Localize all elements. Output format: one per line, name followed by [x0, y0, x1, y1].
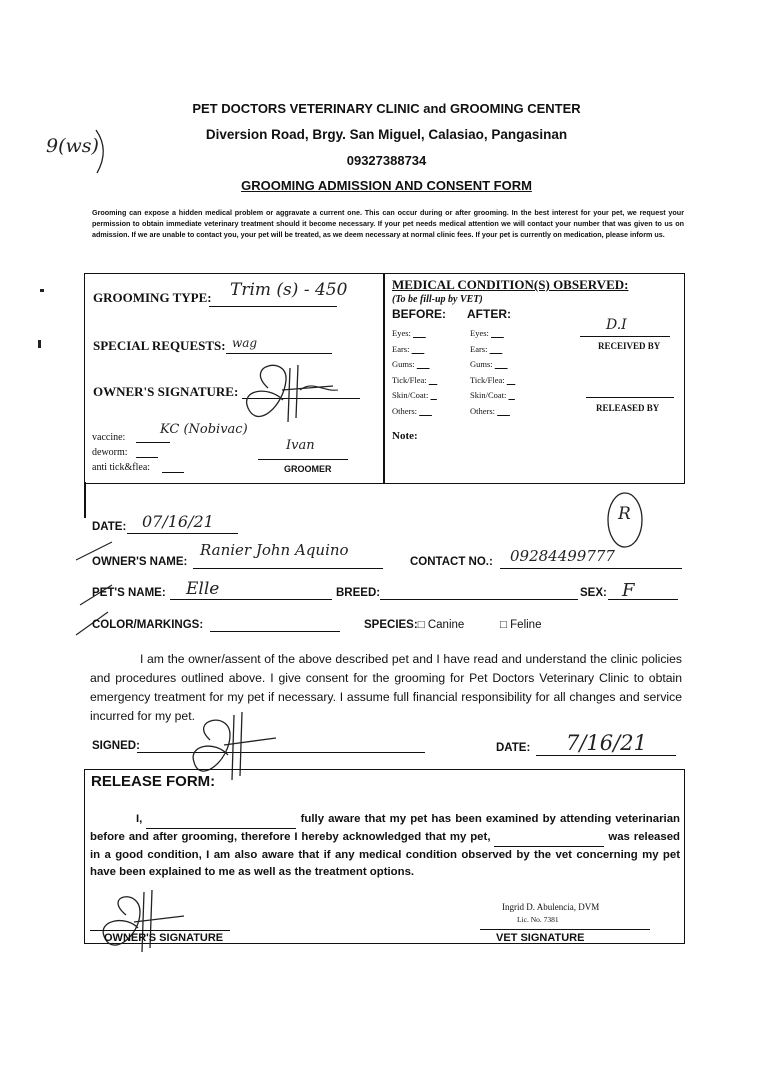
owner-name-line: [193, 568, 383, 569]
pet-name-line: [170, 599, 332, 600]
feline-option: [500, 619, 541, 631]
pet-name-label: PET'S NAME:: [92, 587, 166, 599]
vaccine-label: vaccine:: [92, 432, 126, 443]
form-title-text: GROOMING ADMISSION AND CONSENT FORM: [241, 178, 532, 193]
vet-name: Ingrid D. Abulencia, DVM: [502, 902, 600, 912]
canine-checkbox[interactable]: □: [417, 619, 425, 631]
signed-date-label: DATE:: [496, 742, 531, 754]
before-item-tick: Tick/Flea:: [392, 374, 427, 385]
release-text-1: fully aware that my pet has been examined by attending veterinarian before and after grooming, therefore I hereby acknowledged that my pet,: [90, 813, 680, 843]
margin-bracket: [94, 128, 114, 178]
received-by-value[interactable]: D.I: [606, 317, 627, 333]
date-value[interactable]: 07/16/21: [142, 512, 214, 531]
vet-sig-line: [480, 929, 650, 930]
breed-label: BREED:: [336, 587, 381, 599]
after-label: AFTER:: [467, 307, 511, 321]
before-item-skin: Skin/Coat:: [392, 390, 429, 400]
date-label: DATE:: [92, 521, 127, 533]
deworm-label: deworm:: [92, 447, 128, 458]
color-line: [210, 631, 340, 632]
release-owner-signature-drawing: [92, 880, 192, 960]
date-line: [127, 533, 238, 534]
contact-label: CONTACT NO.:: [410, 556, 493, 568]
release-title: RELEASE FORM:: [91, 773, 216, 790]
form-title: [0, 178, 773, 193]
vaccine-value[interactable]: KC (Nobivac): [160, 422, 248, 437]
clinic-address: Diversion Road, Brgy. San Miguel, Calasiao, Pangasinan: [205, 127, 568, 142]
signed-label: SIGNED:: [92, 740, 140, 752]
color-label: COLOR/MARKINGS:: [92, 619, 204, 631]
signed-date-line: [536, 755, 676, 756]
feline-label: Feline: [510, 619, 542, 631]
after-item-gums: Gums:: [470, 359, 493, 369]
after-item-skin: Skin/Coat:: [470, 390, 507, 400]
release-i-label: I,: [136, 813, 143, 825]
sex-line: [608, 599, 678, 600]
release-pet-blank[interactable]: [494, 829, 604, 847]
note-label: Note:: [392, 430, 418, 442]
after-item-others: Others:: [470, 405, 496, 416]
vet-sig-label: VET SIGNATURE: [496, 932, 585, 944]
received-by-label: RECEIVED BY: [598, 341, 661, 351]
tick-flea-label: anti tick&flea:: [92, 462, 151, 473]
special-requests-label: SPECIAL REQUESTS:: [93, 338, 226, 353]
before-item-ears: Ears:: [392, 343, 410, 354]
released-by-line: [586, 397, 674, 398]
r-mark: R: [618, 504, 631, 524]
margin-note: 9(ws): [46, 135, 99, 157]
clinic-name: PET DOCTORS VETERINARY CLINIC and GROOMING CENTER: [192, 101, 581, 116]
panel-divider: [383, 274, 385, 483]
contact-value[interactable]: 09284499777: [510, 547, 615, 565]
grooming-type-label: GROOMING TYPE:: [93, 290, 212, 305]
owner-name-label: OWNER'S NAME:: [92, 556, 188, 568]
contact-line: [500, 568, 682, 569]
release-name-blank[interactable]: [146, 811, 296, 829]
stray-mark: [40, 289, 44, 292]
owner-signature-drawing: [238, 350, 348, 430]
vaccine-line: [136, 442, 170, 443]
before-list: [392, 326, 437, 419]
release-text-2: was released in a good condition, I am also aware that if any medical condition observed by the vet concerning my pet have been explained to me as well as the treatment options.: [90, 831, 680, 878]
after-item-ears: Ears:: [470, 343, 488, 354]
before-item-eyes: Eyes:: [392, 328, 411, 338]
sex-label: SEX:: [580, 587, 607, 599]
sex-value[interactable]: F: [622, 580, 635, 601]
grooming-type-value[interactable]: Trim (s) - 450: [230, 280, 348, 300]
owner-signature-label: OWNER'S SIGNATURE:: [93, 384, 239, 399]
species-label: SPECIES:: [364, 619, 418, 631]
stray-mark: [38, 340, 41, 348]
vet-license: Lic. No. 7381: [517, 915, 559, 924]
released-by-label: RELEASED BY: [596, 403, 660, 413]
after-list: [470, 326, 515, 419]
after-item-eyes: Eyes:: [470, 328, 489, 338]
pet-name-value[interactable]: Elle: [186, 579, 220, 599]
tick-flea-line: [162, 472, 184, 473]
feline-checkbox[interactable]: □: [500, 619, 507, 631]
medical-title: MEDICAL CONDITION(S) OBSERVED:: [392, 277, 629, 292]
species-row: [364, 619, 464, 631]
intro-text: Grooming can expose a hidden medical problem or aggravate a current one. This can occur during or after grooming. In the best interest for your pet, we request your permission to obtain immediate veterinary treatment should it become necessary. If your pet needs medical attention we will contact your number that was given to us on admission. If we are unable to contact you, your pet will be treated, as we deem necessary at normal clinic fees. If your pet is currently on medication, please inform us.: [92, 208, 684, 239]
before-item-others: Others:: [392, 405, 418, 416]
breed-line: [380, 599, 578, 600]
groomer-label: GROOMER: [284, 464, 332, 474]
medical-subtitle: (To be fill-up by VET): [392, 294, 483, 305]
groomer-value[interactable]: Ivan: [286, 438, 315, 453]
signed-date-value[interactable]: 7/16/21: [566, 731, 647, 755]
before-item-gums: Gums:: [392, 359, 415, 369]
release-owner-sig-label: OWNER'S SIGNATURE: [104, 932, 224, 944]
groomer-line: [258, 459, 348, 460]
before-label: BEFORE:: [392, 307, 446, 321]
release-owner-line: [90, 930, 230, 931]
special-requests-value[interactable]: wag: [232, 336, 258, 350]
owner-name-value[interactable]: Ranier John Aquino: [200, 541, 349, 559]
after-item-tick: Tick/Flea:: [470, 374, 505, 385]
grooming-type-line: [209, 306, 337, 307]
clinic-phone: 09327388734: [346, 153, 427, 168]
canine-label: Canine: [427, 619, 465, 631]
release-text: [90, 811, 680, 881]
deworm-line: [136, 457, 158, 458]
info-left-bracket: [84, 482, 86, 518]
consent-text: I am the owner/assent of the above described pet and I have read and understand the clinic policies and procedures outlined above. I give consent for the grooming for Pet Doctors Veterinary Clinic to obtain emergency treatment for my pet if necessary. I assume full financial responsibility for all changes and service incurred for my pet.: [90, 652, 682, 723]
received-by-line: [580, 336, 670, 337]
